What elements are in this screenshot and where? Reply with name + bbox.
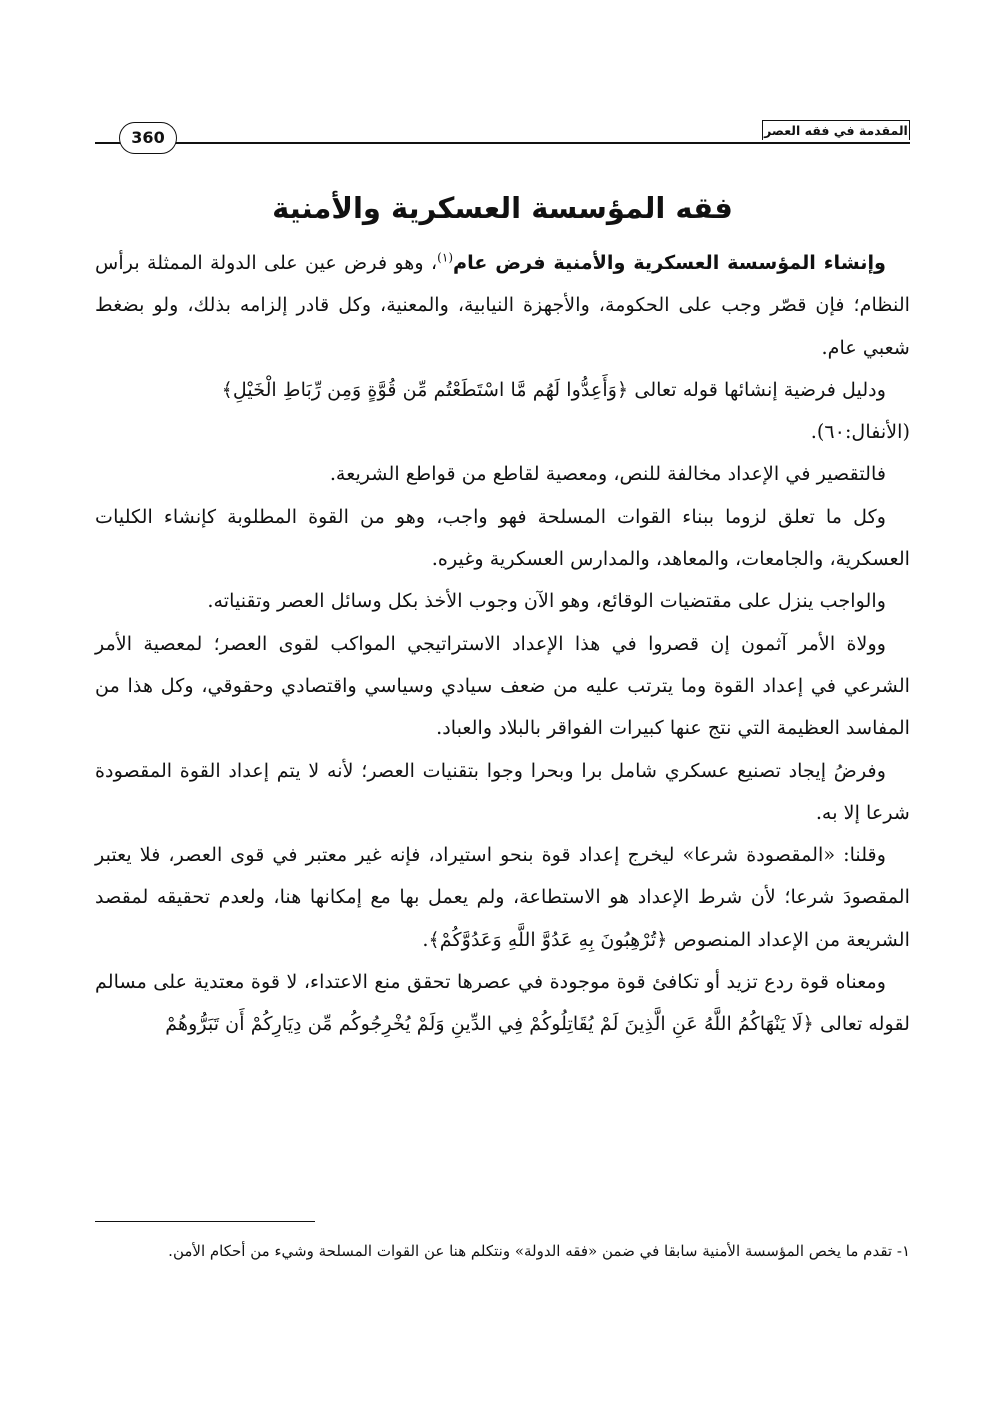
paragraph [95, 834, 910, 961]
paragraph [95, 242, 910, 369]
quran-verse: ﴿لَا يَنْهَاكُمُ اللَّهُ عَنِ الَّذِينَ لَمْ يُقَاتِلُوكُمْ فِي الدِّينِ وَلَمْ يُخْرِجُوكُم مِّن دِيَارِكُمْ أَن تَبَرُّوهُمْ [165, 1012, 814, 1036]
paragraph-text: وقلنا: «المقصودة شرعا» ليخرج إعداد قوة بنحو استيراد، فإنه غير معتبر في قوى العصر، فلا يعتبر المقصودَ شرعا؛ لأن شرط الإعداد هو الاستطاعة، ولم يعمل بها مع إمكانها هنا، ولعدم تحقيقه لمقصد الشريعة من الإعداد المنصوص [95, 843, 910, 951]
footnote-ref: (١) [437, 250, 453, 265]
section-title: فقه المؤسسة العسكرية والأمنية [272, 191, 733, 225]
paragraph [95, 369, 910, 454]
page-header [95, 116, 910, 147]
header-rule [95, 142, 910, 144]
quran-verse: ﴿وَأَعِدُّوا لَهُم مَّا اسْتَطَعْتُم مِّن قُوَّةٍ وَمِن رِّبَاطِ الْخَيْلِ﴾ [221, 377, 629, 401]
paragraph-end: . [422, 927, 429, 951]
running-title: المقدمة في فقه العصر [762, 120, 910, 140]
footnote: ١- تقدم ما يخص المؤسسة الأمنية سابقا في ضمن «فقه الدولة» ونتكلم هنا عن القوات المسلحة وشيء من أحكام الأمن. [168, 1242, 910, 1260]
paragraph: فالتقصير في الإعداد مخالفة للنص، ومعصية لقاطع من قواطع الشريعة. [329, 462, 886, 486]
paragraph-text: ودليل فرضية إنشائها قوله تعالى [634, 377, 886, 401]
bold-phrase: وإنشاء المؤسسة العسكرية والأمنية فرض عام [453, 251, 886, 274]
verse-reference: (الأنفال:٦٠). [810, 420, 910, 444]
quran-verse: ﴿تُرْهِبُونَ بِهِ عَدُوَّ اللَّهِ وَعَدُوَّكُمْ﴾ [428, 927, 668, 951]
paragraph [95, 961, 910, 1046]
paragraph-text: ، وهو فرض عين على الدولة الممثلة برأس النظام؛ فإن قصّر وجب على الحكومة، والأجهزة النيابية، والمعنية، وكل قادر إلزامه بذلك، ولو بضغط شعبي عام. [95, 251, 910, 359]
paragraph: وولاة الأمر آثمون إن قصروا في هذا الإعداد الاستراتيجي المواكب لقوى العصر؛ لمعصية الأمر الشرعي في إعداد القوة وما يترتب عليه من ضعف سيادي وسياسي واقتصادي وحقوقي، وكل هذا من المفاسد العظيمة التي نتج عنها كبيرات الفواقر بالبلاد والعباد. [95, 631, 910, 740]
body-text [95, 242, 910, 1046]
page-number: 360 [119, 122, 177, 154]
paragraph-text: ومعناه قوة ردع تزيد أو تكافئ قوة موجودة في عصرها تحقق منع الاعتداء، لا قوة معتدية على مسالم لقوله تعالى [95, 970, 910, 1036]
footnote-rule [95, 1221, 315, 1222]
paragraph: والواجب ينزل على مقتضيات الوقائع، وهو الآن وجوب الأخذ بكل وسائل العصر وتقنياته. [207, 589, 886, 613]
paragraph: وكل ما تعلق لزوما ببناء القوات المسلحة فهو واجب، وهو من القوة المطلوبة كإنشاء الكليات العسكرية، والجامعات، والمعاهد، والمدارس العسكرية وغيره. [95, 504, 910, 571]
paragraph: وفرضُ إيجاد تصنيع عسكري شامل برا وبحرا وجوا بتقنيات العصر؛ لأنه لا يتم إعداد القوة المقصودة شرعا إلا به. [95, 758, 910, 824]
